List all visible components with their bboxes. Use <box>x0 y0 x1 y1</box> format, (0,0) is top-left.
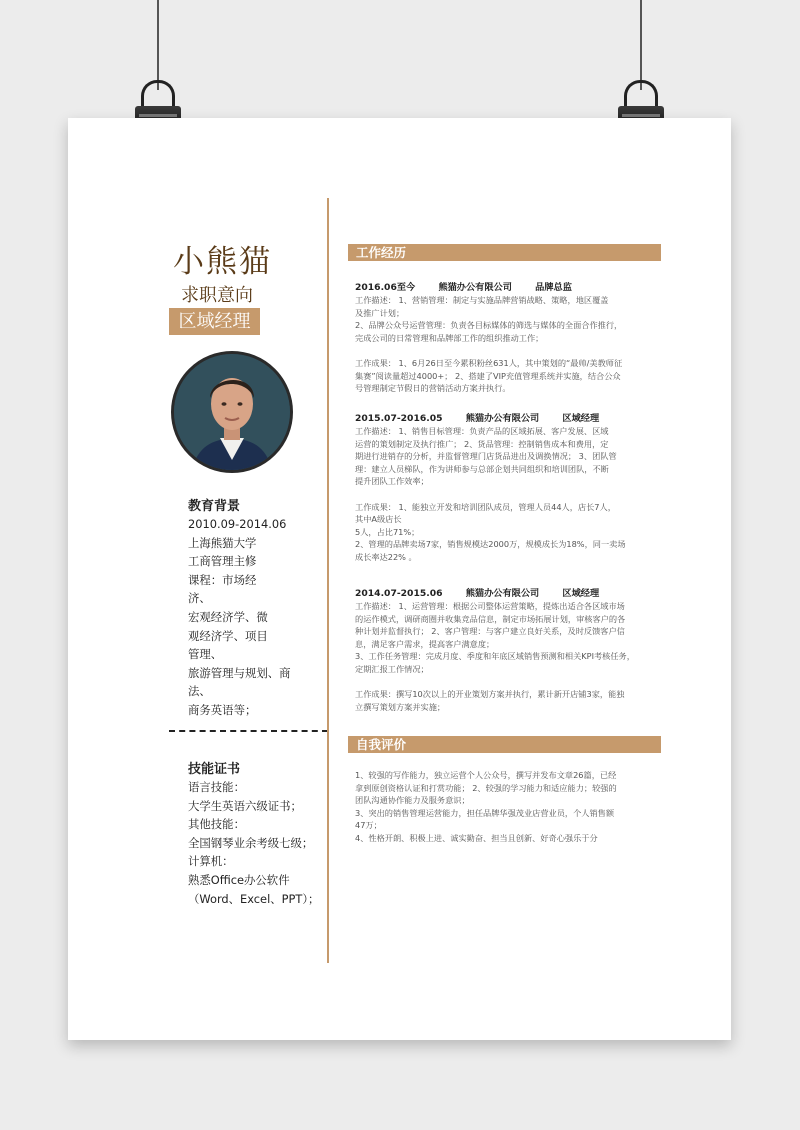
job-company: 熊猫办公有限公司 <box>465 413 540 424</box>
job-line: 工作成果：撰写10次以上的开业策划方案并执行，累计新开店铺3家，能独 <box>355 689 625 700</box>
avatar <box>171 351 293 473</box>
education-line: 法、 <box>188 684 211 699</box>
job-company: 熊猫办公有限公司 <box>438 282 512 293</box>
job-line: 3、工作任务管理：完成月度、季度和年底区域销售预测和相关KPI考核任务， <box>355 651 635 662</box>
job-company: 熊猫办公有限公司 <box>465 588 540 599</box>
job-line: 理：建立人员梯队，作为讲师参与总部企划共同组织和培训团队，不断 <box>355 463 609 474</box>
job-period: 2015.07-2016.05 <box>355 413 443 424</box>
hanging-wire-left <box>157 0 159 90</box>
education-section <box>188 495 291 720</box>
job-line: 成长率达22% 。 <box>355 551 417 562</box>
job-position: 品牌总监 <box>535 282 572 293</box>
skill-line: 语言技能： <box>188 780 245 794</box>
education-title: 教育背景 <box>188 499 241 514</box>
education-line: 商务英语等； <box>188 702 257 717</box>
education-line: 课程：市场经 <box>188 572 257 587</box>
job-line: 运营的策划制定及执行推广； 2、货品管理：控制销售成本和费用，定 <box>355 438 609 449</box>
work-experience-header: 工作经历 <box>348 244 661 261</box>
job-intent-label: 求职意向 <box>181 285 253 306</box>
self-eval-line: 1、较强的写作能力，独立运营个人公众号，撰写并发布文章26篇，已经 <box>355 770 617 780</box>
job-line: 及推广计划； <box>355 307 405 318</box>
job-header <box>355 410 619 424</box>
education-line: 工商管理主修 <box>188 554 257 569</box>
job-period: 2014.07-2015.06 <box>355 588 443 599</box>
job-line: 工作描述： 1、营销管理：制定与实施品牌营销战略、策略，地区覆盖 <box>355 295 609 305</box>
job-line: 定期汇报工作情况； <box>355 663 429 674</box>
job-line: 5人，占比71%； <box>355 526 420 537</box>
job-position: 区域经理 <box>562 588 600 599</box>
job-line <box>355 488 658 501</box>
job-line: 的运作模式，调研商圈并收集竞品信息，制定市场拓展计划，审核客户的各 <box>355 613 626 624</box>
self-eval-line: 47万； <box>355 820 382 831</box>
target-role-badge: 区域经理 <box>169 308 260 335</box>
job-line: 息，满足客户需求，提高客户满意度； <box>355 638 495 649</box>
skill-line: （Word、Excel、PPT）； <box>188 891 320 906</box>
job-header <box>355 279 592 293</box>
job-line: 工作成果： 1、6月26日至今累积粉丝631人，其中策划的“最帅/美教师征 <box>355 357 623 368</box>
job-line: 工作描述： 1、运营管理：根据公司整体运营策略，提炼出适合各区域市场 <box>355 601 625 611</box>
education-line: 管理、 <box>188 647 223 662</box>
job-header <box>355 585 619 599</box>
self-eval-line: 4、性格开朗、积极上进、诚实勤奋、担当且创新、好奇心强乐于分 <box>355 832 598 843</box>
job-description <box>355 294 658 395</box>
job-line <box>355 344 658 357</box>
job-line: 完成公司的日常管理和品牌部工作的组织推动工作； <box>355 332 544 343</box>
education-line: 上海熊猫大学 <box>188 535 257 550</box>
job-line: 工作描述： 1、销售目标管理：负责产品的区域拓展、客户发展、区域 <box>355 426 609 436</box>
job-line: 立撰写策划方案并实施； <box>355 701 446 712</box>
job-line: 其中A级店长 <box>355 514 402 525</box>
skills-section <box>188 758 319 908</box>
portrait-icon <box>174 354 290 470</box>
education-line: 2010.09-2014.06 <box>188 517 287 531</box>
job-position: 区域经理 <box>562 413 600 424</box>
education-line: 观经济学、项目 <box>188 628 268 643</box>
job-line <box>355 676 658 689</box>
job-description <box>355 425 658 564</box>
skill-line: 计算机： <box>188 854 234 869</box>
job-line: 种计划并监督执行； 2、客户管理：与客户建立良好关系，及时反馈客户信 <box>355 626 625 637</box>
job-line: 2、管理的品牌卖场7家，销售规模达2000万，规模成长为18%，同一卖场 <box>355 539 626 550</box>
resume-paper <box>68 118 731 1040</box>
column-divider <box>327 198 329 963</box>
job-line: 工作成果： 1、能独立开发和培训团队成员，管理人员44人，店长7人， <box>355 501 616 512</box>
skill-line: 其他技能： <box>188 817 245 832</box>
education-line: 宏观经济学、微 <box>188 609 268 624</box>
job-description <box>355 600 658 713</box>
education-line: 济、 <box>188 591 211 606</box>
education-line: 旅游管理与规划、商 <box>188 665 291 680</box>
job-line: 2、品牌公众号运营管理：负责各目标媒体的筛选与媒体的全面合作推行， <box>355 320 623 331</box>
job-line: 期进行进销存的分析，并监督管理门店货品进出及调换情况； 3、团队管 <box>355 451 617 462</box>
self-evaluation-header: 自我评价 <box>348 736 661 753</box>
self-evaluation-text <box>355 769 658 845</box>
self-eval-line: 3、突出的销售管理运营能力，担任品牌华强茂业店营业员，个人销售额 <box>355 807 615 818</box>
skills-title: 技能证书 <box>188 762 241 777</box>
skill-line: 全国钢琴业余考级七级； <box>188 835 314 850</box>
job-period: 2016.06至今 <box>355 282 416 293</box>
hanging-wire-right <box>640 0 642 90</box>
candidate-name: 小熊猫 <box>173 244 272 280</box>
skill-line: 大学生英语六级证书； <box>188 798 302 813</box>
job-line: 提升团队工作效率； <box>355 476 429 487</box>
self-eval-line: 拿到原创资格认证和打赏功能； 2、较强的学习能力和适应能力；较强的 <box>355 782 617 793</box>
section-divider <box>169 730 328 732</box>
self-eval-line: 团队沟通协作能力及服务意识； <box>355 795 470 806</box>
skill-line: 熟悉Office办公软件 <box>188 872 290 887</box>
job-line: 集赛”阅读量超过4000+； 2、搭建了VIP充值管理系统并实施，结合公众 <box>355 370 621 381</box>
job-line: 号管理制定节假日的营销活动方案并执行。 <box>355 383 511 394</box>
